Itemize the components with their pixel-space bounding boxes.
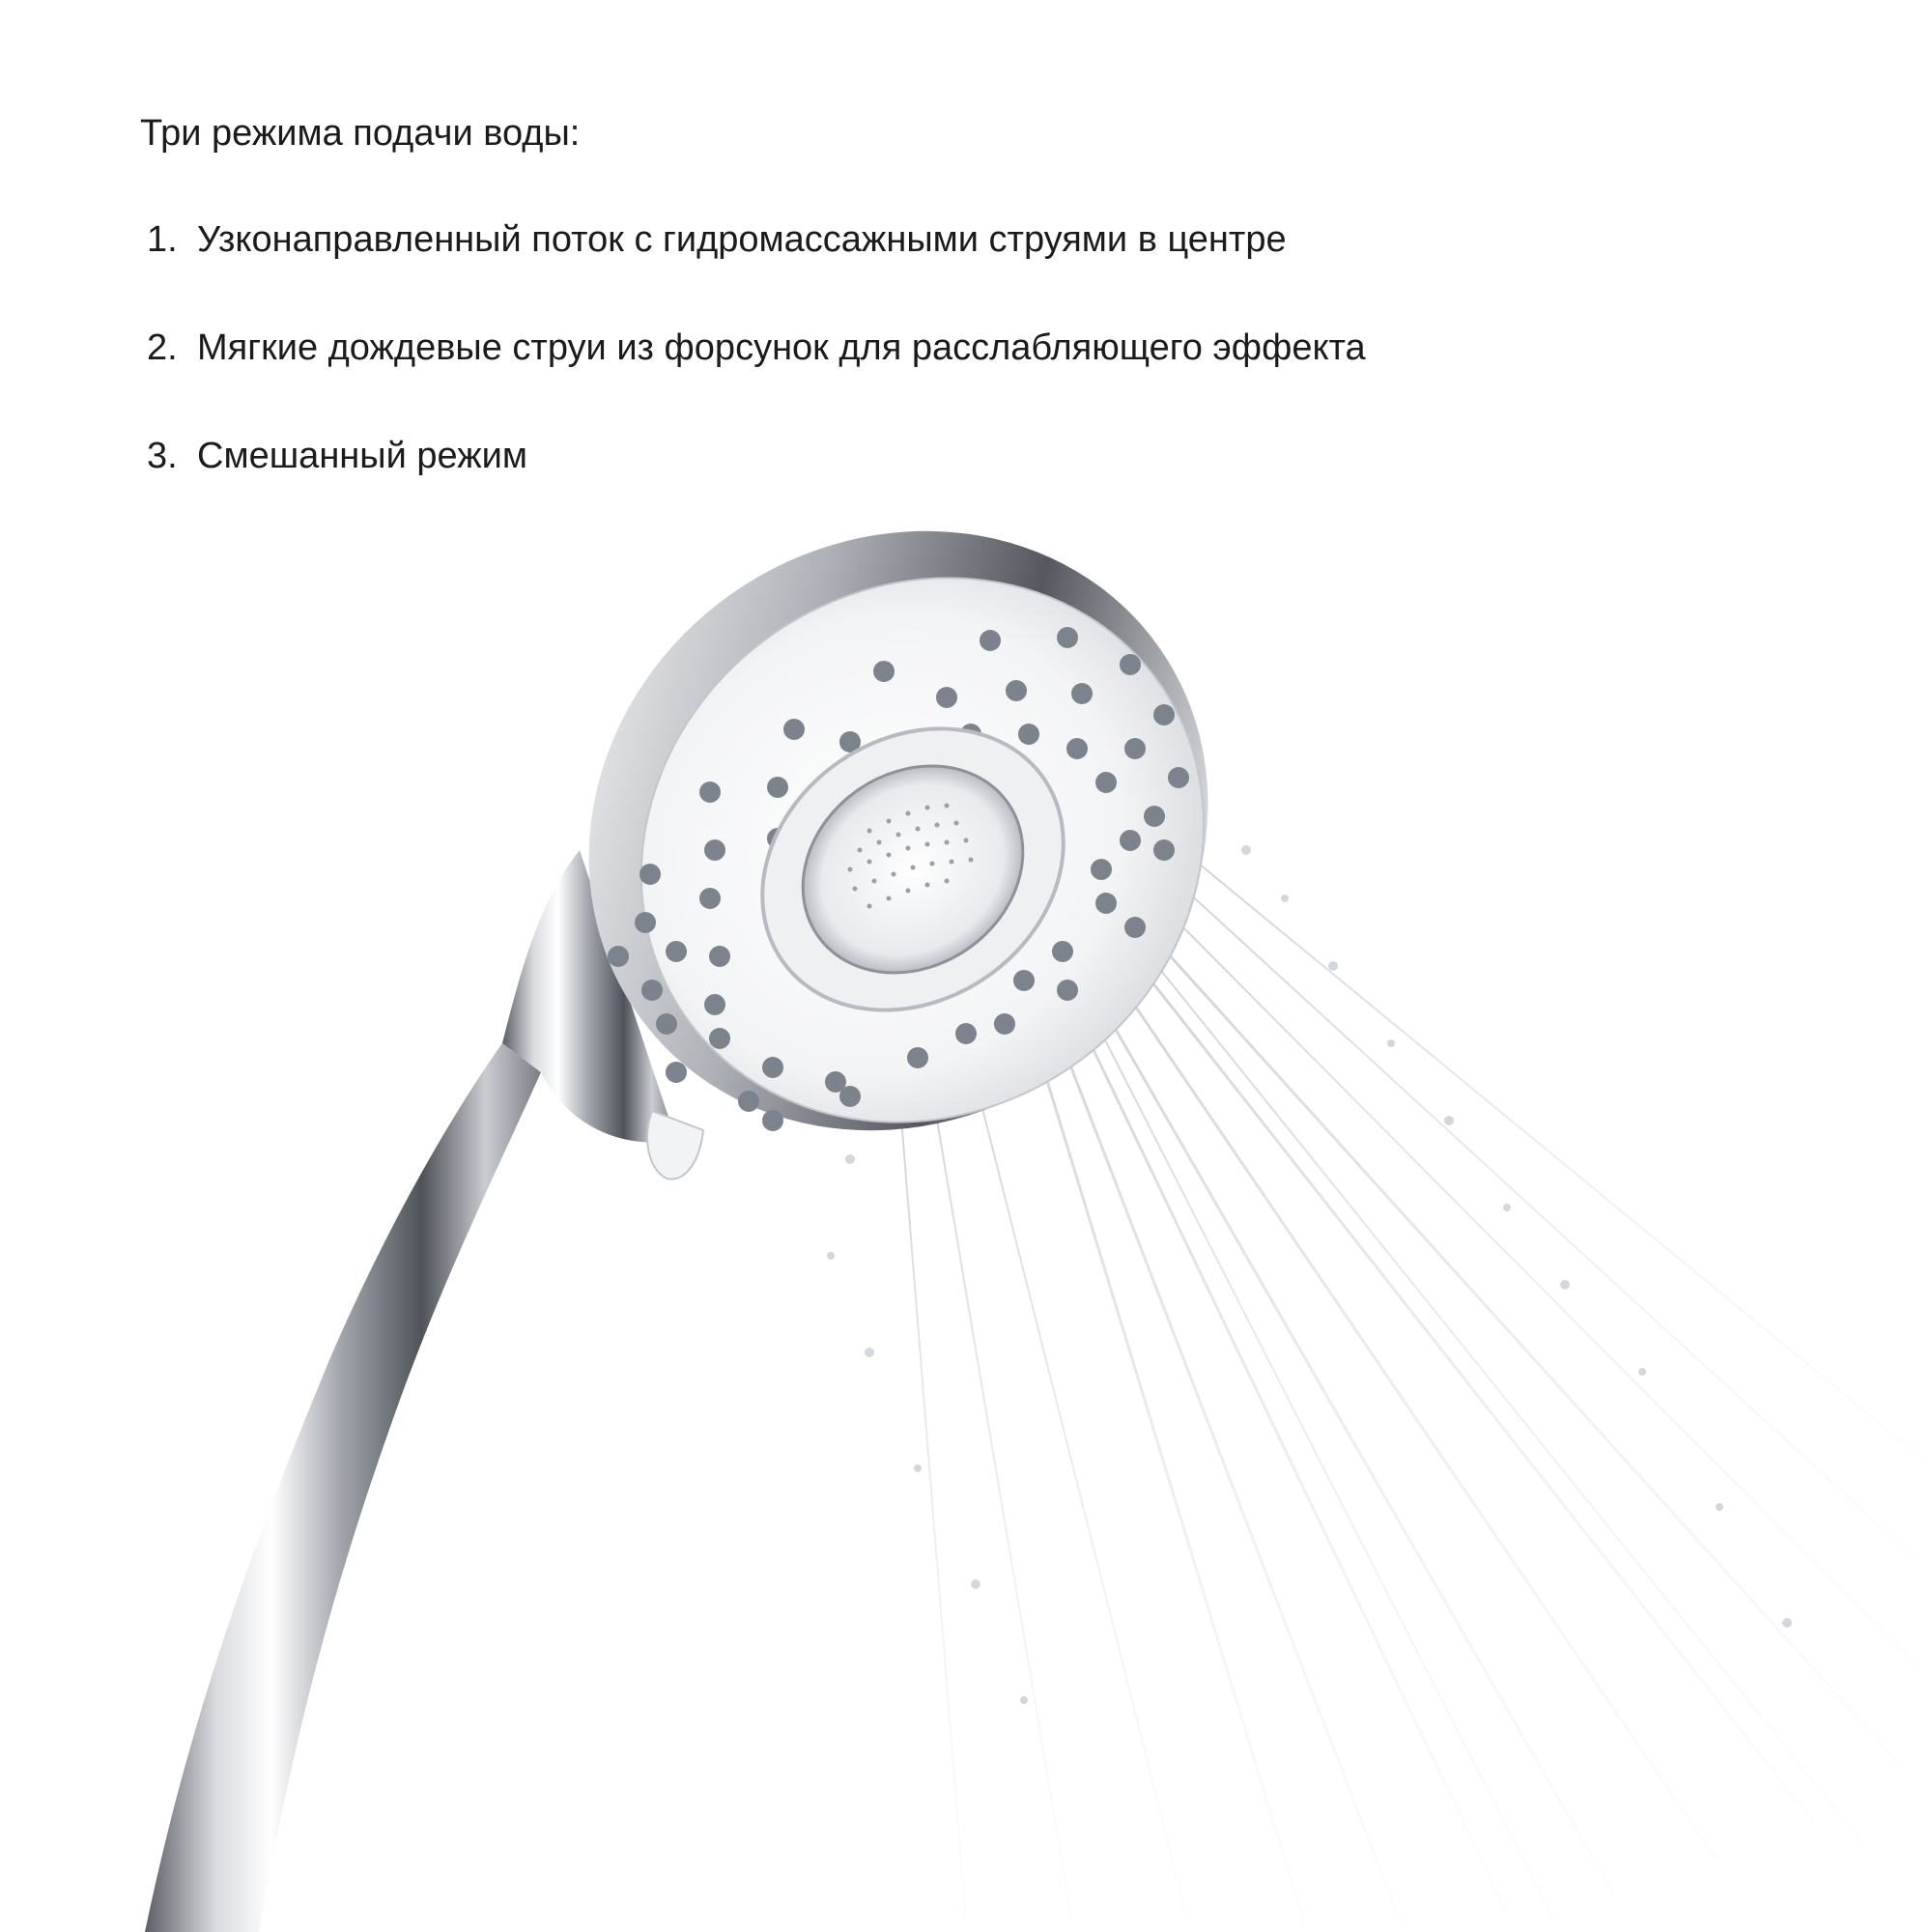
spray-mode-item — [147, 218, 1366, 327]
spray-mode-text: Узконаправленный поток с гидромассажными струями в центре — [197, 219, 1287, 260]
handle-shape — [145, 1043, 541, 1932]
spray-modes-list — [147, 218, 1366, 543]
mode-selector-tab — [647, 1111, 703, 1179]
spray-mode-number: 3. — [147, 436, 178, 476]
feature-heading: Три режима подачи воды: — [140, 113, 581, 154]
spray-mode-number: 2. — [147, 327, 178, 368]
spray-mode-text: Мягкие дождевые струи из форсунок для расслабляющего эффекта — [197, 327, 1366, 368]
spray-mode-number: 1. — [147, 219, 178, 260]
spray-mode-text: Смешанный режим — [197, 436, 527, 476]
spray-mode-item — [147, 327, 1366, 435]
shower-head-icon — [0, 522, 1932, 1932]
